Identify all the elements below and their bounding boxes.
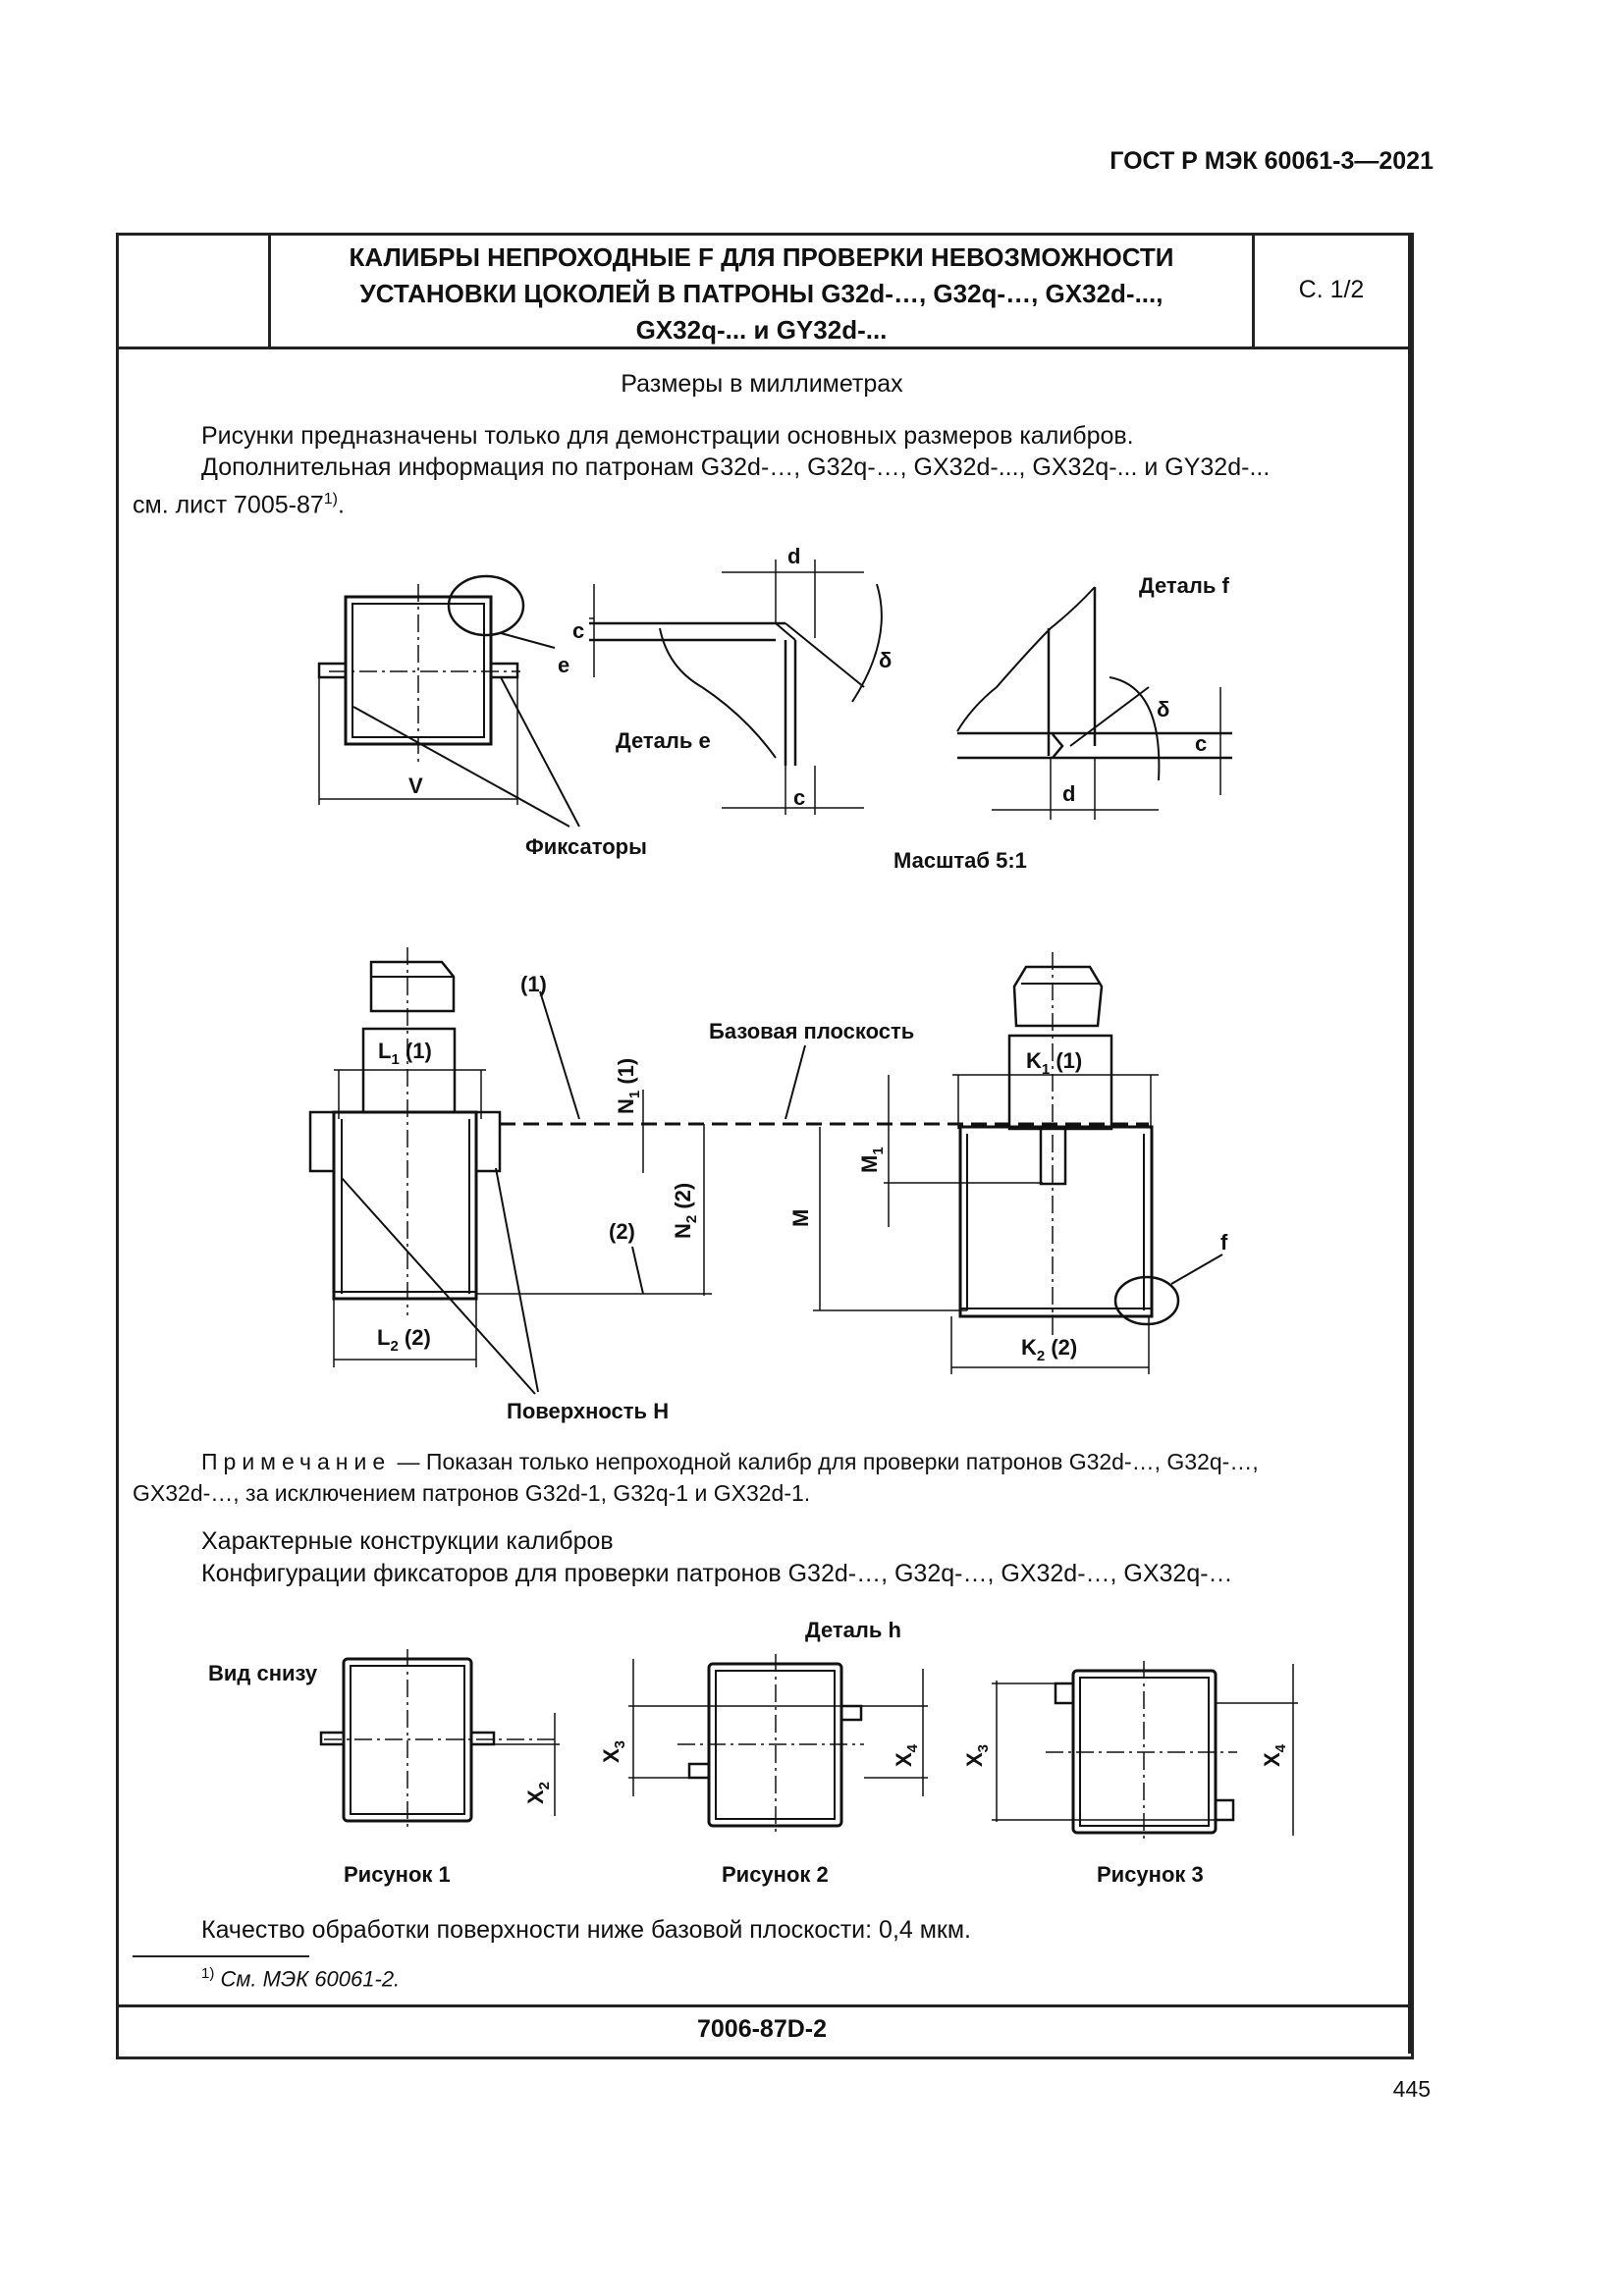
label-detail-h: Деталь h xyxy=(805,1618,901,1642)
fig1-fixator-r xyxy=(471,1733,494,1744)
note-text: — Показан только непроходной калибр для проверки патронов G32d-…, G32q-…, xyxy=(391,1449,1259,1474)
fig2-fixator-l xyxy=(689,1764,709,1778)
label-c-detail-e-bottom: c xyxy=(793,785,806,810)
figure-top xyxy=(295,535,1276,883)
label-f: f xyxy=(1220,1230,1228,1255)
leader-1 xyxy=(540,991,579,1119)
label-m: M xyxy=(788,1208,813,1227)
title-line-2: УСТАНОВКИ ЦОКОЛЕЙ В ПАТРОНЫ G32d-…, G32q-…, GX32d-..., xyxy=(359,279,1164,308)
label-fig3: Рисунок 3 xyxy=(1097,1862,1204,1887)
detail-f-delta-line xyxy=(1070,687,1149,746)
figure-mid xyxy=(295,942,1276,1423)
label-delta-detail-f: δ xyxy=(1157,697,1170,721)
leader-f xyxy=(1171,1255,1222,1284)
label-fig1: Рисунок 1 xyxy=(344,1862,451,1887)
label-x2: $X_2$ xyxy=(523,1781,553,1804)
footnote-mark: 1) xyxy=(201,1965,215,1982)
label-surface-h: Поверхность H xyxy=(507,1399,670,1423)
label-bottom-view: Вид снизу xyxy=(208,1661,318,1685)
label-c-detail-e-side: c xyxy=(572,618,585,643)
footnote xyxy=(201,1965,400,1992)
label-d-detail-e: d xyxy=(787,544,801,568)
left-cap xyxy=(371,962,454,1011)
label-fig2: Рисунок 2 xyxy=(722,1862,829,1887)
sheet-number: 7006-87D-2 xyxy=(696,2015,828,2043)
constructions-heading: Характерные конструкции калибров xyxy=(201,1527,614,1555)
label-1: (1) xyxy=(520,972,547,996)
label-2: (2) xyxy=(609,1219,635,1244)
intro-paragraph-1: Рисунки предназначены только для демонстрации основных размеров калибров. xyxy=(201,422,1134,450)
fig3-fixator-top xyxy=(1056,1683,1073,1703)
intro-paragraph-2-cont xyxy=(133,483,722,521)
title-line-1: КАЛИБРЫ НЕПРОХОДНЫЕ F ДЛЯ ПРОВЕРКИ НЕВОЗМОЖНОСТИ xyxy=(349,242,1174,272)
surface-quality: Качество обработки поверхности ниже базовой плоскости: 0,4 мкм. xyxy=(201,1916,971,1944)
fig3-fixator-bottom xyxy=(1216,1800,1233,1820)
label-detail-e: Деталь e xyxy=(616,728,711,753)
leader-base-plane xyxy=(785,1045,805,1119)
detail-e-delta-line xyxy=(785,623,864,687)
leader-e xyxy=(501,633,555,648)
label-x4-fig3: $X_4$ xyxy=(1260,1743,1289,1767)
label-delta-detail-e: δ xyxy=(879,648,893,672)
label-n1: $N_1$ (1) xyxy=(614,1057,643,1114)
detail-f-notch xyxy=(1053,734,1062,758)
label-m1: $M_1$ xyxy=(857,1147,887,1173)
label-x3-fig3: $X_3$ xyxy=(962,1743,992,1767)
left-fixator-l xyxy=(310,1112,334,1171)
page-number: 445 xyxy=(1392,2076,1431,2102)
label-detail-f: Деталь f xyxy=(1139,573,1229,598)
title-line-3: GX32q-... и GY32d-... xyxy=(635,315,888,345)
label-x3-fig2: $X_3$ xyxy=(599,1739,628,1763)
label-c-detail-f: c xyxy=(1195,731,1208,756)
footnote-rule xyxy=(133,1955,309,1957)
left-body-outer xyxy=(334,1112,476,1299)
leader-2 xyxy=(632,1247,643,1294)
fig1-fixator-l xyxy=(321,1733,344,1744)
label-l2: $L_2$ (2) xyxy=(377,1325,431,1355)
label-fixators: Фиксаторы xyxy=(525,834,647,859)
label-k1: $K_1$ (1) xyxy=(1026,1048,1083,1078)
label-v: V xyxy=(408,774,423,798)
sheet-band-line xyxy=(116,2004,1411,2007)
fig2-fixator-r xyxy=(841,1706,861,1720)
note-line-1 xyxy=(201,1446,1409,1478)
right-cap xyxy=(1014,967,1102,1026)
title-block-left-divider xyxy=(268,233,271,348)
label-e: e xyxy=(558,653,570,677)
frame-shadow xyxy=(1408,233,1413,2054)
label-d-detail-f: d xyxy=(1062,781,1076,806)
figure-bottom xyxy=(196,1610,1326,1895)
label-scale: Масштаб 5:1 xyxy=(893,848,1027,873)
label-x4-fig2: $X_4$ xyxy=(892,1743,921,1767)
right-body-outer xyxy=(960,1127,1152,1316)
label-l1: $L_1$ (1) xyxy=(378,1039,432,1068)
intro-paragraph-2: Дополнительная информация по патронам G32d-…, G32q-…, GX32d-..., GX32q-... и GY32d-... xyxy=(201,454,1271,481)
standard-header: ГОСТ Р МЭК 60061-3—2021 xyxy=(1110,147,1434,175)
constructions-config: Конфигурации фиксаторов для проверки патронов G32d-…, G32q-…, GX32d-…, GX32q-… xyxy=(201,1560,1233,1587)
sheet-label: С. 1/2 xyxy=(1298,276,1365,303)
leader-fixator-2 xyxy=(501,677,579,827)
note-line-2: GX32d-…, за исключением патронов G32d-1, G32q-1 и GX32d-1. xyxy=(133,1480,811,1506)
leader-surface-1 xyxy=(342,1178,535,1394)
fixator-left xyxy=(319,664,346,677)
label-base-plane: Базовая плоскость xyxy=(709,1019,915,1043)
leader-fixator-1 xyxy=(353,707,569,827)
detail-circle-e xyxy=(449,576,523,635)
label-k2: $K_2$ (2) xyxy=(1021,1335,1078,1364)
footnote-text: См. МЭК 60061-2. xyxy=(214,1966,401,1992)
dimensions-note: Размеры в миллиметрах xyxy=(621,370,903,398)
sheet-ref-end: . xyxy=(338,491,345,519)
footnote-ref: 1) xyxy=(323,491,339,507)
detail-f-delta-arc xyxy=(1110,677,1159,780)
left-fixator-r xyxy=(476,1112,500,1171)
note-prefix: Примечание xyxy=(201,1449,392,1474)
detail-e-delta-arc xyxy=(852,584,882,702)
label-n2: $N_2$ (2) xyxy=(671,1182,700,1239)
detail-e-chamfer xyxy=(776,623,795,640)
detail-f-break xyxy=(957,587,1095,731)
fixator-right xyxy=(491,664,517,677)
title-block xyxy=(273,240,1250,348)
sheet-ref: см. лист 7005-87 xyxy=(133,491,324,519)
